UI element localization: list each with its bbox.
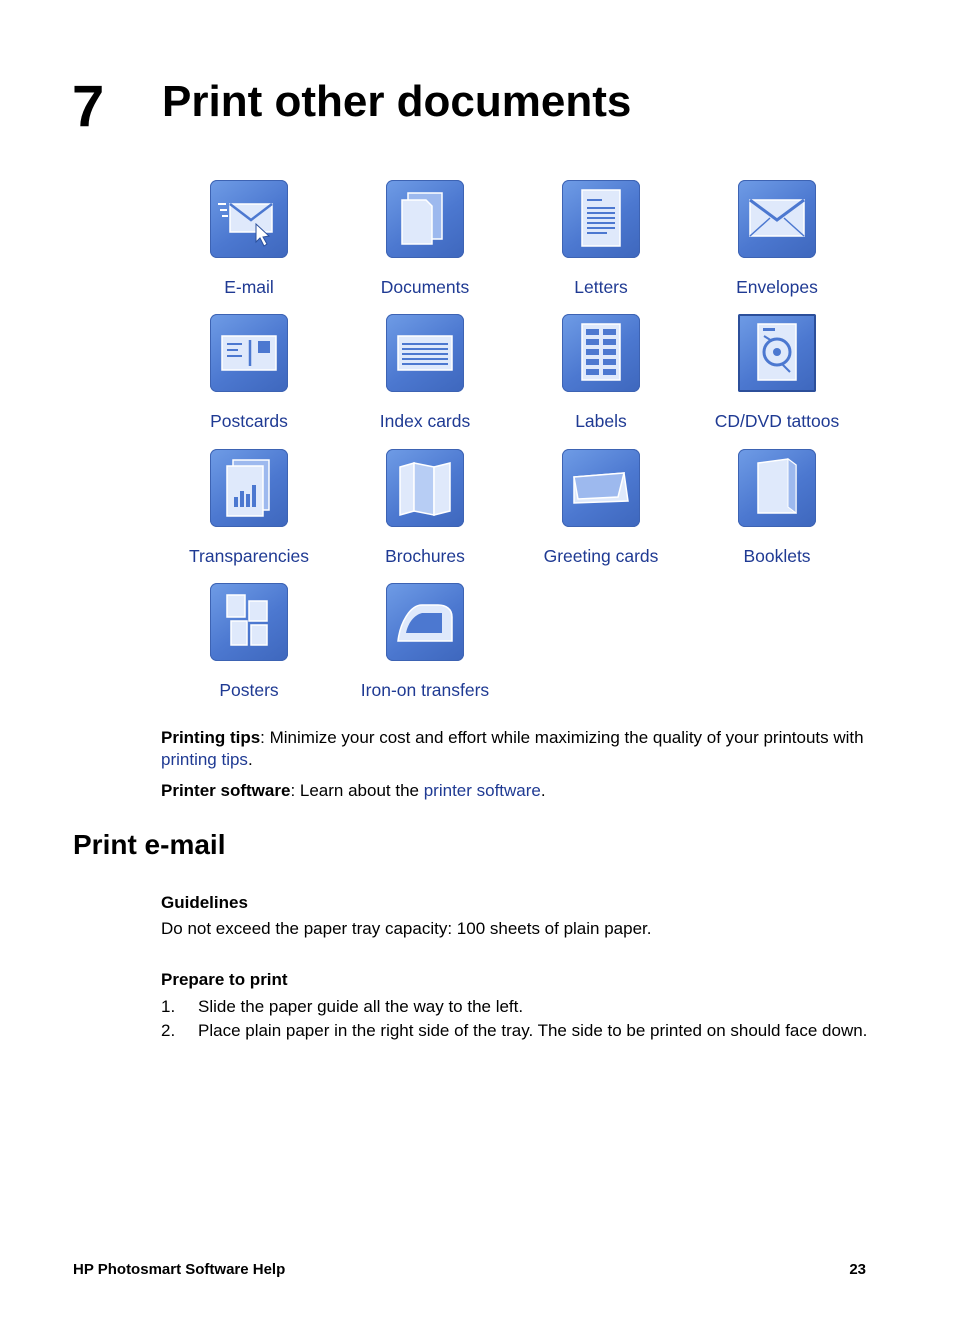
iron-on-transfers-icon [386, 583, 464, 661]
tile-cd-dvd-tattoos[interactable] [689, 314, 865, 432]
printer-software-link[interactable]: printer software [423, 781, 541, 800]
tile-label: E-mail [224, 277, 274, 297]
booklets-icon [738, 449, 816, 527]
tile-transparencies[interactable] [161, 449, 337, 567]
brochures-icon [386, 449, 464, 527]
footer-title: HP Photosmart Software Help [73, 1261, 286, 1278]
guidelines-heading: Guidelines [161, 893, 248, 912]
tile-label: Index cards [379, 411, 471, 431]
tile-postcards[interactable] [161, 314, 337, 432]
tile-iron-on-transfers[interactable] [337, 583, 513, 701]
tile-label: Booklets [743, 546, 811, 566]
tile-label: Envelopes [736, 277, 818, 297]
printer-software-term: Printer software [161, 781, 291, 800]
tile-labels[interactable] [513, 314, 689, 432]
printing-tips-term: Printing tips [161, 728, 261, 747]
tile-label: Documents [380, 277, 470, 297]
chapter-number: 7 [72, 74, 105, 139]
tile-envelopes[interactable] [689, 180, 865, 298]
greeting-cards-icon [562, 449, 640, 527]
tile-brochures[interactable] [337, 449, 513, 567]
printing-tips-link[interactable]: printing tips [161, 750, 248, 769]
posters-icon [210, 583, 288, 661]
tile-label: Posters [219, 680, 279, 700]
page-number: 23 [849, 1261, 866, 1278]
printing-tips-text: : Minimize your cost and effort while maximizing the quality of your printouts with [260, 728, 864, 747]
step-number: 1. [161, 997, 176, 1016]
documents-icon [386, 180, 464, 258]
letters-icon [562, 180, 640, 258]
guidelines-text: Do not exceed the paper tray capacity: 100 sheets of plain paper. [161, 919, 652, 938]
tile-email[interactable] [161, 180, 337, 298]
tile-greeting-cards[interactable] [513, 449, 689, 567]
tile-letters[interactable] [513, 180, 689, 298]
printing-tips-paragraph [161, 727, 871, 771]
tile-label: Transparencies [189, 546, 309, 566]
step-text: Slide the paper guide all the way to the left. [198, 997, 524, 1016]
cd-dvd-tattoos-icon [738, 314, 816, 392]
postcards-icon [210, 314, 288, 392]
tile-label: Brochures [385, 546, 465, 566]
list-item [161, 996, 871, 1018]
prepare-heading: Prepare to print [161, 970, 288, 989]
steps-list [161, 996, 871, 1044]
tile-label: CD/DVD tattoos [714, 411, 840, 431]
tile-label: Postcards [210, 411, 288, 431]
labels-icon [562, 314, 640, 392]
envelopes-icon [738, 180, 816, 258]
step-text: Place plain paper in the right side of the tray. The side to be printed on should face down. [198, 1021, 868, 1040]
printer-software-text: : Learn about the [290, 781, 424, 800]
tile-label: Labels [575, 411, 627, 431]
section-title: Print e-mail [73, 829, 226, 860]
tile-label: Greeting cards [543, 546, 659, 566]
tile-posters[interactable] [161, 583, 337, 701]
tile-documents[interactable] [337, 180, 513, 298]
tile-label: Letters [574, 277, 628, 297]
printer-software-paragraph [161, 780, 871, 802]
tile-index-cards[interactable] [337, 314, 513, 432]
list-item [161, 1020, 871, 1042]
tile-label: Iron-on transfers [360, 680, 490, 700]
step-number: 2. [161, 1021, 176, 1040]
printer-software-end: . [540, 781, 546, 800]
chapter-title: Print other documents [162, 77, 632, 126]
tile-booklets[interactable] [689, 449, 865, 567]
index-cards-icon [386, 314, 464, 392]
transparencies-icon [210, 449, 288, 527]
printing-tips-end: . [247, 750, 253, 769]
email-icon [210, 180, 288, 258]
